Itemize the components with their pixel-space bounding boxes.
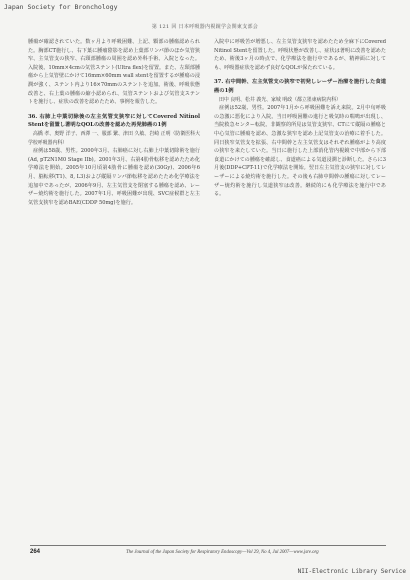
abstract-36-body: 症例は58歳、男性。2000年3月、右肺癌に対し右肺上中葉切除術を施行(Ad, pT2N1M0 Stage IIb)。2001年3月、右第4肋骨転移を認めたため化学療法を開始。2005年10月頃第4肋骨に腫瘍を認め(30Gy)、2006年6月、脳転移(T1)、8, L3)および縦隔リンパ節転移を認めたため化学療法を追加中であったが、2006年9月、左主気管支を閉塞する腫瘍を認め、レーザー焼灼術を施行した。2007年1月、呼吸困難が出現、SVC症候群と左主気管支狭窄を認めBAE(CDDP 50mg)を施行。 <box>28 148 200 206</box>
running-header: 第 121 回 日本呼吸器内視鏡学会関東支部会 <box>151 24 259 30</box>
left-column <box>28 38 200 207</box>
abstract-37-body: 症例は52歳、男性。2007年1月から呼吸困難を訴え来院。2月中旬呼吸の急激に悪化により入院。当日呼吸困難の進行と吸気時の喘鳴が出現し、当院救急センター転院。非観察的所見は気管支狭窄、CTにて縦隔の腫瘍と中心気管に腫瘍を認め、急激な狭窄を認め上記気管支の治療に着手した。同日狭窄気管支を拡張、右中間幹と左主気管支はそれぞれ腫瘍がより高度の狭窄を来たしていた。当日に施行した上部消化管内視鏡で中部から下部食道にかけての腫瘍を確認し、食道癌による気道浸潤と診断した。さらに3月後(DDP+CPT-11)で化学療法を開始。翌日左主気管支の狭窄に対してレーザーによる焼灼術を施行した。その後も右肺中間幹の腫瘍に対してレーザー焼灼術を施行し気道狭窄は改善。継続的にも化学療法を施行中である。 <box>214 105 386 198</box>
abstract-36-title: 36. 右肺上中葉切除後の左主気管支狭窄に対してCovered Nitinol Stentを留置し著明なQOLの改善を認めた再発肺癌の1例 <box>28 113 200 129</box>
footer-rule <box>30 545 386 546</box>
site-label: Japan Society for Bronchology <box>4 3 118 11</box>
page-number: 264 <box>30 549 41 555</box>
right-column <box>214 38 386 199</box>
left-continuation-paragraph: 腫瘍が確認されていた。数ヶ月より呼吸困難、上記、顆部の腫瘍認められた。胸部CT施行し、右下葉に腫瘤陰影を認め上葉部リンパ節のほか気管狭窄、主気管支の狭窄、右頸部腫瘍の周囲を認め外科手術、入院となった。入院後、10mm×4cmの気管ステント(Ultra flex)を留置。また、左頸部腫瘍から上気管壁にかけて16mm×60mm wall stentを留置するが腫瘍の浸潤が強く、ステント内より16×70mmのステントを追加。術後、呼吸状態改善と、右上葉の腫瘍の縮小認められ、気管ステントおよび気管支ステントを施行し、症状の改善を認めたため、事例を報告した。 <box>28 39 200 106</box>
abstract-37-title: 37. 右中間幹、左主気管支の狭窄で初発しレーザー治療を施行した食道癌の1例 <box>214 79 386 94</box>
archive-label: NII-Electronic Library Service <box>297 568 406 575</box>
journal-citation: The Journal of the Japan Society for Respiratory Endoscopy—Vol 29, No 4, Jul 2007—www.jsre.org <box>126 550 319 555</box>
page-body <box>28 38 388 528</box>
abstract-36-authors: 高橋 孝、奥野 洋子、西澤 一、服部 繁、津田 久敏、岩崎 正明（防衛医科大学校呼吸器内科） <box>28 130 200 146</box>
right-continuation-paragraph: 入院中に呼吸苦が増悪し、左主気管支狭窄を認めたため全麻下にCovered Nitinol Stentを留置した。呼吸状態が改善し、症状は著明に改善を認めたため、術後3ヶ月の時点で、化学療法を施行中であるが、精神面に対しても、呼吸器症状を認めず良好なQOLが保たれている。 <box>214 39 386 71</box>
abstract-37-authors: 田中 良明、松井 義光、家城 明政（都立墨東病院内科） <box>219 96 342 103</box>
